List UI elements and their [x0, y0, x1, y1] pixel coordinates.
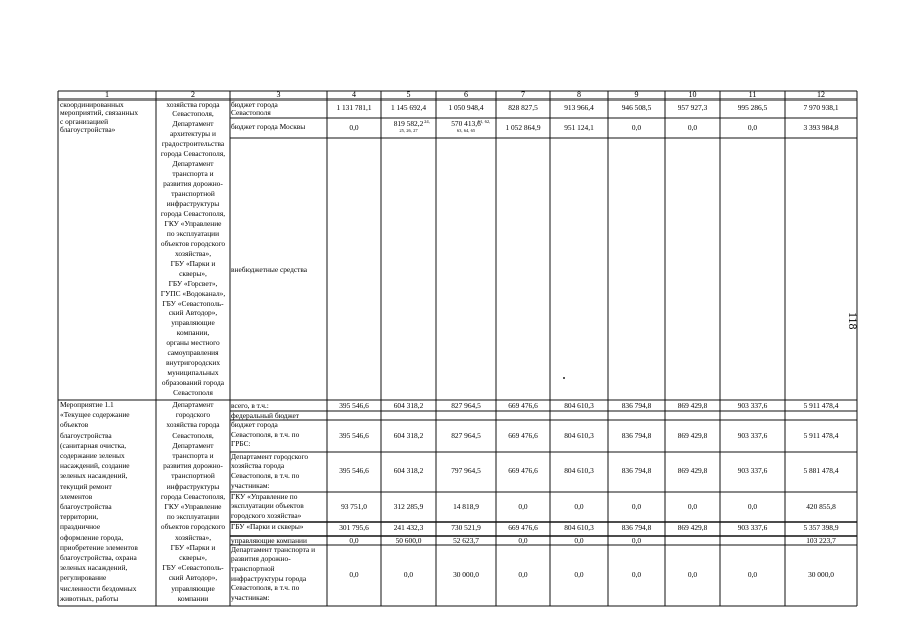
value-cell: 804 610,3	[564, 523, 594, 532]
executor-line: компании,	[176, 328, 210, 338]
column-number-header: 2	[191, 90, 195, 99]
measure-name-line: зеленых насаждений,	[60, 563, 128, 573]
measure-name-line: зеленых насаждений,	[60, 471, 128, 481]
value-cell: 604 318,2	[393, 466, 424, 475]
measure-name-line: (санитарная очистка,	[60, 440, 127, 450]
value-cell: 30 000,0	[808, 570, 834, 579]
footnote-mark: 25, 26, 27	[399, 127, 418, 133]
value-cell: 903 337,6	[737, 400, 768, 410]
funding-source-line: эксплуатации объектов	[231, 501, 304, 511]
funding-source-line: ГКУ «Управление по	[231, 491, 298, 501]
value-cell: 827 964,5	[451, 431, 481, 440]
value-cell: 957 927,3	[677, 103, 708, 112]
value-cell: 0,0	[518, 535, 528, 545]
funding-source-line: бюджет города Москвы	[231, 122, 306, 131]
value-cell: 1 052 864,9	[505, 123, 541, 132]
program-name-line: мероприятий, связанных	[60, 108, 139, 118]
value-cell: 5 911 478,4	[803, 431, 839, 440]
value-cell: 797 964,5	[451, 466, 481, 475]
value-cell: 946 508,5	[621, 103, 652, 112]
value-cell: 995 286,5	[737, 103, 768, 112]
column-number-header: 7	[521, 90, 525, 99]
value-cell: 604 318,2	[393, 431, 424, 440]
value-cell: 1 050 948,4	[448, 103, 484, 112]
column-number-header: 5	[406, 90, 411, 99]
value-cell: 0,0	[747, 570, 758, 579]
funding-source-line: Департамент транспорта и	[231, 544, 316, 554]
value-cell: 869 429,8	[677, 431, 708, 440]
measure-name-line: благоустройства	[60, 430, 112, 440]
value-cell: 0,0	[574, 535, 584, 545]
executor-line: Департамент	[172, 159, 214, 169]
value-cell: 1 145 692,4	[390, 103, 427, 112]
measure-name-line: элементов	[60, 491, 93, 501]
value-cell: 869 429,8	[677, 523, 708, 532]
value-cell: 0,0	[403, 570, 414, 579]
executor-line: ГКУ «Управление	[164, 218, 222, 228]
value-cell: 50 600,0	[395, 535, 422, 545]
executor-line: ГБУ «Севастополь-	[162, 298, 224, 308]
executor-line: городского	[175, 410, 211, 420]
executor-line: развития дорожно-	[163, 179, 223, 189]
value-cell: 0,0	[687, 502, 698, 511]
executor-line: транспортной	[171, 471, 215, 481]
executor-line: муниципальных	[167, 368, 219, 378]
executor-line: ский Автодор»,	[168, 573, 218, 583]
funding-source-line: Севастополя, в т.ч. по	[231, 429, 300, 439]
value-cell: 951 124,1	[564, 123, 594, 132]
page-number: 118	[846, 312, 860, 330]
column-number-header: 6	[464, 90, 468, 99]
column-number-header: 3	[276, 90, 281, 99]
measure-name-line: регулирование	[60, 573, 107, 583]
executor-line: хозяйства города	[166, 420, 220, 430]
value-cell: 93 751,0	[341, 502, 367, 511]
executor-line: ГБУ «Горсвет»,	[168, 278, 218, 288]
value-cell: 0,0	[687, 123, 698, 132]
value-cell: 5 357 398,9	[803, 523, 839, 532]
program-name-line: благоустройства»	[60, 125, 116, 135]
value-cell: 0,0	[687, 570, 698, 579]
value-cell: 0,0	[631, 123, 642, 132]
value-cell: 836 794,8	[621, 523, 652, 532]
value-cell: 570 413,6	[451, 118, 481, 128]
column-number-header: 4	[352, 90, 356, 99]
measure-name-line: благоустройства, охрана	[60, 553, 137, 562]
funding-source-line: Департамент городского	[231, 451, 309, 461]
executor-line: образований города	[161, 378, 225, 388]
value-cell: 241 432,3	[393, 523, 424, 532]
executor-line: органы местного	[166, 338, 220, 348]
measure-name-line: Мероприятие 1.1	[60, 400, 114, 409]
value-cell: 420 855,8	[806, 502, 836, 511]
executor-line: ГКУ «Управление	[164, 502, 222, 511]
value-cell: 312 285,9	[393, 502, 424, 511]
executor-line: управляющие	[171, 583, 215, 593]
column-number-header: 1	[105, 90, 109, 99]
column-number-header: 9	[634, 90, 639, 99]
executor-line: Севастополя	[173, 388, 213, 398]
executor-line: города Севастополя,	[160, 491, 226, 501]
value-cell: 913 966,4	[564, 103, 594, 112]
measure-name-line: оформление города,	[60, 532, 124, 542]
value-cell: 0,0	[349, 535, 359, 545]
executor-line: транспорта и	[172, 451, 214, 460]
executor-line: внутригородских	[165, 358, 221, 368]
program-name-line: с организацией	[60, 116, 109, 126]
funding-source-line: развития дорожно-	[231, 554, 291, 564]
value-cell: 0,0	[631, 535, 642, 545]
value-cell: 903 337,6	[737, 431, 768, 440]
value-cell: 0,0	[574, 502, 584, 511]
value-cell: 301 795,6	[339, 523, 369, 532]
executor-line: Севастополя,	[172, 109, 214, 119]
scan-speck	[563, 377, 565, 379]
funding-source-line: участникам:	[231, 480, 270, 490]
executor-line: скверы»,	[179, 268, 207, 278]
value-cell: 1 131 781,1	[336, 103, 372, 112]
funding-source-line: внебюджетные средства	[231, 265, 308, 274]
value-cell: 395 546,6	[339, 431, 369, 440]
executor-line: по эксплуатации	[166, 512, 220, 522]
measure-name-line: численности бездомных	[60, 583, 137, 593]
measure-name-line: объектов	[60, 420, 89, 430]
executor-line: Департамент	[172, 119, 214, 129]
funding-source-line: управляющие компании	[231, 535, 307, 545]
funding-source-line: ГБУ «Парки и скверы»	[231, 521, 304, 531]
funding-source-line: хозяйства города	[231, 461, 285, 471]
funding-source-line: ГРБС:	[231, 439, 251, 449]
value-cell: 5 881 478,4	[803, 466, 839, 475]
executor-line: градостроительства	[161, 139, 225, 149]
funding-source-line: участникам:	[231, 593, 270, 602]
value-cell: 7 970 938,1	[803, 103, 839, 112]
measure-name-line: территории,	[60, 512, 99, 522]
funding-source-line: городского хозяйства»	[231, 510, 302, 520]
value-cell: 52 623,7	[453, 535, 479, 545]
executor-line: ский Автодор»,	[168, 308, 218, 318]
value-cell: 804 610,3	[564, 400, 594, 410]
column-number-header: 10	[688, 90, 697, 99]
value-cell: 0,0	[747, 502, 758, 511]
executor-line: хозяйства города	[166, 99, 220, 109]
value-cell: 0,0	[574, 570, 584, 579]
value-cell: 395 546,6	[339, 400, 369, 410]
executor-line: Севастополя,	[172, 430, 214, 440]
measure-name-line: благоустройства	[60, 502, 112, 511]
executor-line: транспортной	[171, 189, 215, 199]
funding-source-line: бюджет города	[231, 99, 278, 109]
value-cell: 836 794,8	[621, 400, 652, 410]
executor-line: управляющие	[171, 318, 215, 328]
measure-name-line: текущий ремонт	[60, 481, 112, 491]
executor-line: ГУПС «Водоканал»,	[160, 288, 226, 298]
executor-line: ГБУ «Севастополь-	[162, 563, 224, 573]
executor-line: ГБУ «Парки и	[170, 258, 216, 268]
value-cell: 14 818,9	[453, 502, 479, 511]
measure-name-line: «Текущее содержание	[60, 410, 130, 420]
value-cell: 3 393 984,8	[803, 123, 839, 132]
executor-line: транспорта и	[172, 169, 214, 179]
value-cell: 869 429,8	[677, 466, 708, 475]
measure-name-line: содержание зеленых	[60, 451, 125, 460]
value-cell: 804 610,3	[564, 431, 594, 440]
value-cell: 0,0	[518, 502, 528, 511]
value-cell: 103 223,7	[806, 535, 836, 545]
value-cell: 730 521,9	[451, 523, 481, 532]
executor-line: хозяйства»,	[174, 532, 212, 542]
footnote-mark: 24,	[424, 118, 430, 124]
executor-line: по эксплуатации	[166, 228, 220, 238]
executor-line: компании	[177, 593, 209, 603]
executor-line: инфраструктуры	[166, 481, 220, 491]
column-number-header: 12	[817, 90, 825, 99]
funding-source-line: бюджет города	[231, 420, 278, 429]
column-number-header: 8	[577, 90, 581, 99]
measure-name-line: насаждений, создание	[60, 461, 130, 471]
value-cell: 604 318,2	[393, 400, 424, 410]
executor-line: хозяйства»,	[174, 248, 212, 258]
column-number-header: 11	[748, 90, 757, 99]
executor-line: города Севастополя,	[160, 208, 226, 218]
value-cell: 869 429,8	[677, 400, 708, 410]
value-cell: 0,0	[631, 502, 642, 511]
executor-line: скверы»,	[179, 553, 207, 562]
executor-line: объектов городского	[160, 238, 226, 248]
funding-source-line: Севастополя, в т.ч. по	[231, 470, 300, 480]
value-cell: 836 794,8	[621, 466, 652, 475]
executor-line: развития дорожно-	[163, 461, 223, 471]
value-cell: 669 476,6	[508, 466, 538, 475]
executor-line: объектов городского	[160, 522, 226, 532]
executor-line: города Севастополя,	[160, 149, 226, 159]
value-cell: 669 476,6	[508, 400, 538, 410]
executor-line: инфраструктуры	[166, 199, 220, 208]
funding-source-line: всего, в т.ч.:	[231, 400, 269, 410]
value-cell: 827 964,5	[451, 400, 481, 410]
footnote-mark: 63, 64, 65	[456, 127, 476, 133]
program-name-line: скоординированных	[60, 99, 124, 109]
value-cell: 903 337,6	[737, 523, 768, 532]
executor-line: Департамент	[172, 440, 214, 450]
value-cell: 804 610,3	[564, 466, 594, 475]
funding-source-line: федеральный бюджет	[231, 410, 300, 420]
value-cell: 0,0	[349, 123, 359, 132]
measure-name-line: приобретение элементов	[60, 542, 138, 552]
funding-source-line: Севастополя	[231, 108, 271, 117]
value-cell: 0,0	[747, 123, 758, 132]
measure-name-line: животных, работы	[60, 593, 119, 603]
value-cell: 5 911 478,4	[803, 400, 839, 410]
value-cell: 669 476,6	[508, 523, 538, 532]
executor-line: Департамент	[172, 400, 214, 409]
funding-source-line: инфраструктуры города	[231, 573, 307, 583]
measure-name-line: праздничное	[60, 522, 101, 532]
footnote-mark: 61, 62,	[477, 118, 491, 124]
value-cell: 0,0	[518, 570, 528, 579]
executor-line: самоуправления	[167, 348, 219, 358]
value-cell: 836 794,8	[621, 431, 652, 440]
value-cell: 0,0	[631, 570, 642, 579]
value-cell: 30 000,0	[453, 570, 479, 579]
funding-source-line: Севастополя, в т.ч. по	[231, 583, 300, 593]
value-cell: 903 337,6	[737, 466, 768, 475]
value-cell: 395 546,6	[339, 466, 369, 475]
value-cell: 828 827,5	[508, 103, 538, 112]
value-cell: 669 476,6	[508, 431, 538, 440]
value-cell: 819 582,2	[393, 118, 424, 128]
value-cell: 0,0	[349, 570, 359, 579]
executor-line: ГБУ «Парки и	[170, 542, 216, 552]
executor-line: архитектуры и	[170, 129, 216, 139]
funding-source-line: транспортной	[231, 563, 275, 573]
